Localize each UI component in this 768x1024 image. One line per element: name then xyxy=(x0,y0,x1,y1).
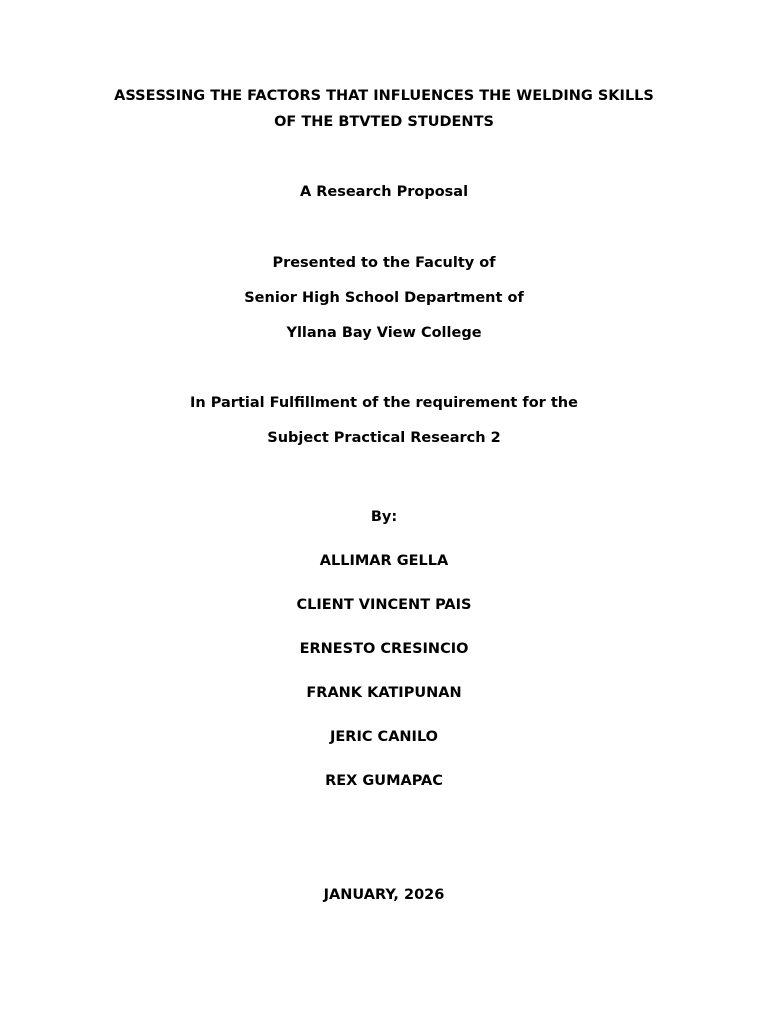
author-name: JERIC CANILO xyxy=(330,729,438,745)
authors-label: By: xyxy=(370,509,398,525)
fulfillment-line-1: In Partial Fulfillment of the requirement for the xyxy=(190,395,578,411)
author-name: CLIENT VINCENT PAIS xyxy=(296,597,472,613)
author-name: ALLIMAR GELLA xyxy=(319,553,449,569)
title-line-2: OF THE BTVTED STUDENTS xyxy=(274,114,494,130)
author-name: FRANK KATIPUNAN xyxy=(306,685,462,701)
institution-name: Yllana Bay View College xyxy=(286,325,482,341)
document-type: A Research Proposal xyxy=(299,184,469,200)
author-name: REX GUMAPAC xyxy=(325,773,443,789)
submission-date: JANUARY, 2026 xyxy=(323,887,445,903)
title-line-1: ASSESSING THE FACTORS THAT INFLUENCES THE WELDING SKILLS xyxy=(114,88,654,104)
subject-name: Subject Practical Research 2 xyxy=(267,430,501,446)
author-name: ERNESTO CRESINCIO xyxy=(299,641,469,657)
presented-to-line-1: Presented to the Faculty of xyxy=(272,255,496,271)
presented-to-line-2: Senior High School Department of xyxy=(244,290,524,306)
